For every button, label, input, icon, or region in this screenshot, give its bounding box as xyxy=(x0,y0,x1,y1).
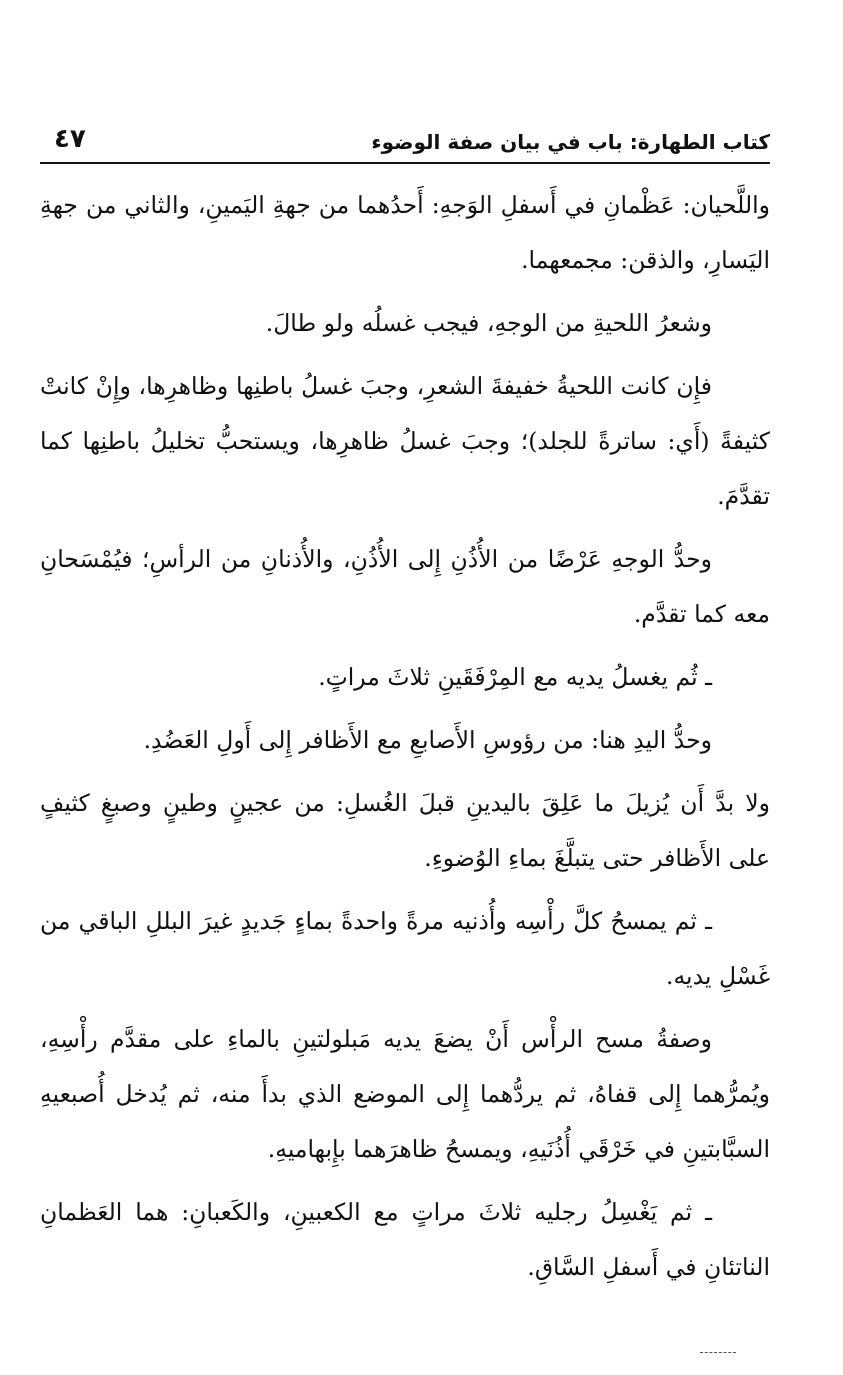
running-title: كتاب الطهارة: باب في بيان صفة الوضوء xyxy=(371,130,770,154)
footer-scan-mark xyxy=(700,1352,736,1355)
paragraph-remove-residue: ولا بدَّ أَن يُزيلَ ما عَلِقَ باليدينِ قبلَ الغُسلِ: من عجينٍ وطينٍ وصبغٍ كثيفٍ على الأَظافر حتى يتبلَّغَ بماءِ الوُضوءِ. xyxy=(40,789,770,872)
paragraph-wash-feet: ـ ثم يَغْسِلُ رجليه ثلاثَ مراتٍ مع الكعبينِ، والكَعبانِ: هما العَظمانِ الناتئانِ في أَسفلِ السَّاقِ. xyxy=(40,1198,770,1281)
body-text xyxy=(40,178,770,1303)
paragraph-hand-boundary: وحدُّ اليدِ هنا: من رؤوسِ الأَصابعِ مع الأَظافر إِلى أَولِ العَضُدِ. xyxy=(143,726,712,754)
paragraph-face-boundary: وحدُّ الوجهِ عَرْضًا من الأُذُنِ إِلى الأُذُنِ، والأُذنانِ من الرأسِ؛ فيُمْسَحانِ معه كما تقدَّم. xyxy=(40,545,770,628)
paragraph-beard-hair: وشعرُ اللحيةِ من الوجهِ، فيجب غسلُه ولو طالَ. xyxy=(265,309,712,337)
page-number: ٤٧ xyxy=(54,124,86,154)
paragraph-wipe-head: ـ ثم يمسحُ كلَّ رأْسِه وأُذنيه مرةً واحدةً بماءٍ جَديدٍ غيرَ البللِ الباقي من غَسْلِ يديه. xyxy=(40,907,770,990)
running-header xyxy=(40,120,770,164)
paragraph-beard-washing: فإِن كانت اللحيةُ خفيفةَ الشعرِ، وجبَ غسلُ باطنِها وظاهرِها، وإِنْ كانتْ كثيفةً (أَي: ساترةً للجلد)؛ وجبَ غسلُ ظاهرِها، ويستحبُّ تخليلُ باطنِها كما تقدَّمَ. xyxy=(40,372,770,510)
paragraph-lihyan-definition: واللَّحيان: عَظْمانِ في أَسفلِ الوَجهِ: أَحدُهما من جهةِ اليَمينِ، والثاني من جهةِ اليَسارِ، والذقن: مجمعهما. xyxy=(40,191,770,274)
paragraph-wash-hands: ـ ثُم يغسلُ يديه مع المِرْفَقَينِ ثلاثَ مراتٍ. xyxy=(318,663,712,691)
paragraph-head-wiping-method: وصفةُ مسح الرأْس أَنْ يضعَ يديه مَبلولتينِ بالماءِ على مقدَّم رأْسِهِ، ويُمرُّهما إِلى قفاهُ، ثم يردُّهما إِلى الموضع الذي بدأَ منه، ثم يُدخل أُصبعيهِ السبَّابتينِ في خَرْقَي أُذُنَيهِ، ويمسحُ ظاهرَهما بإِبهاميهِ. xyxy=(40,1025,770,1163)
